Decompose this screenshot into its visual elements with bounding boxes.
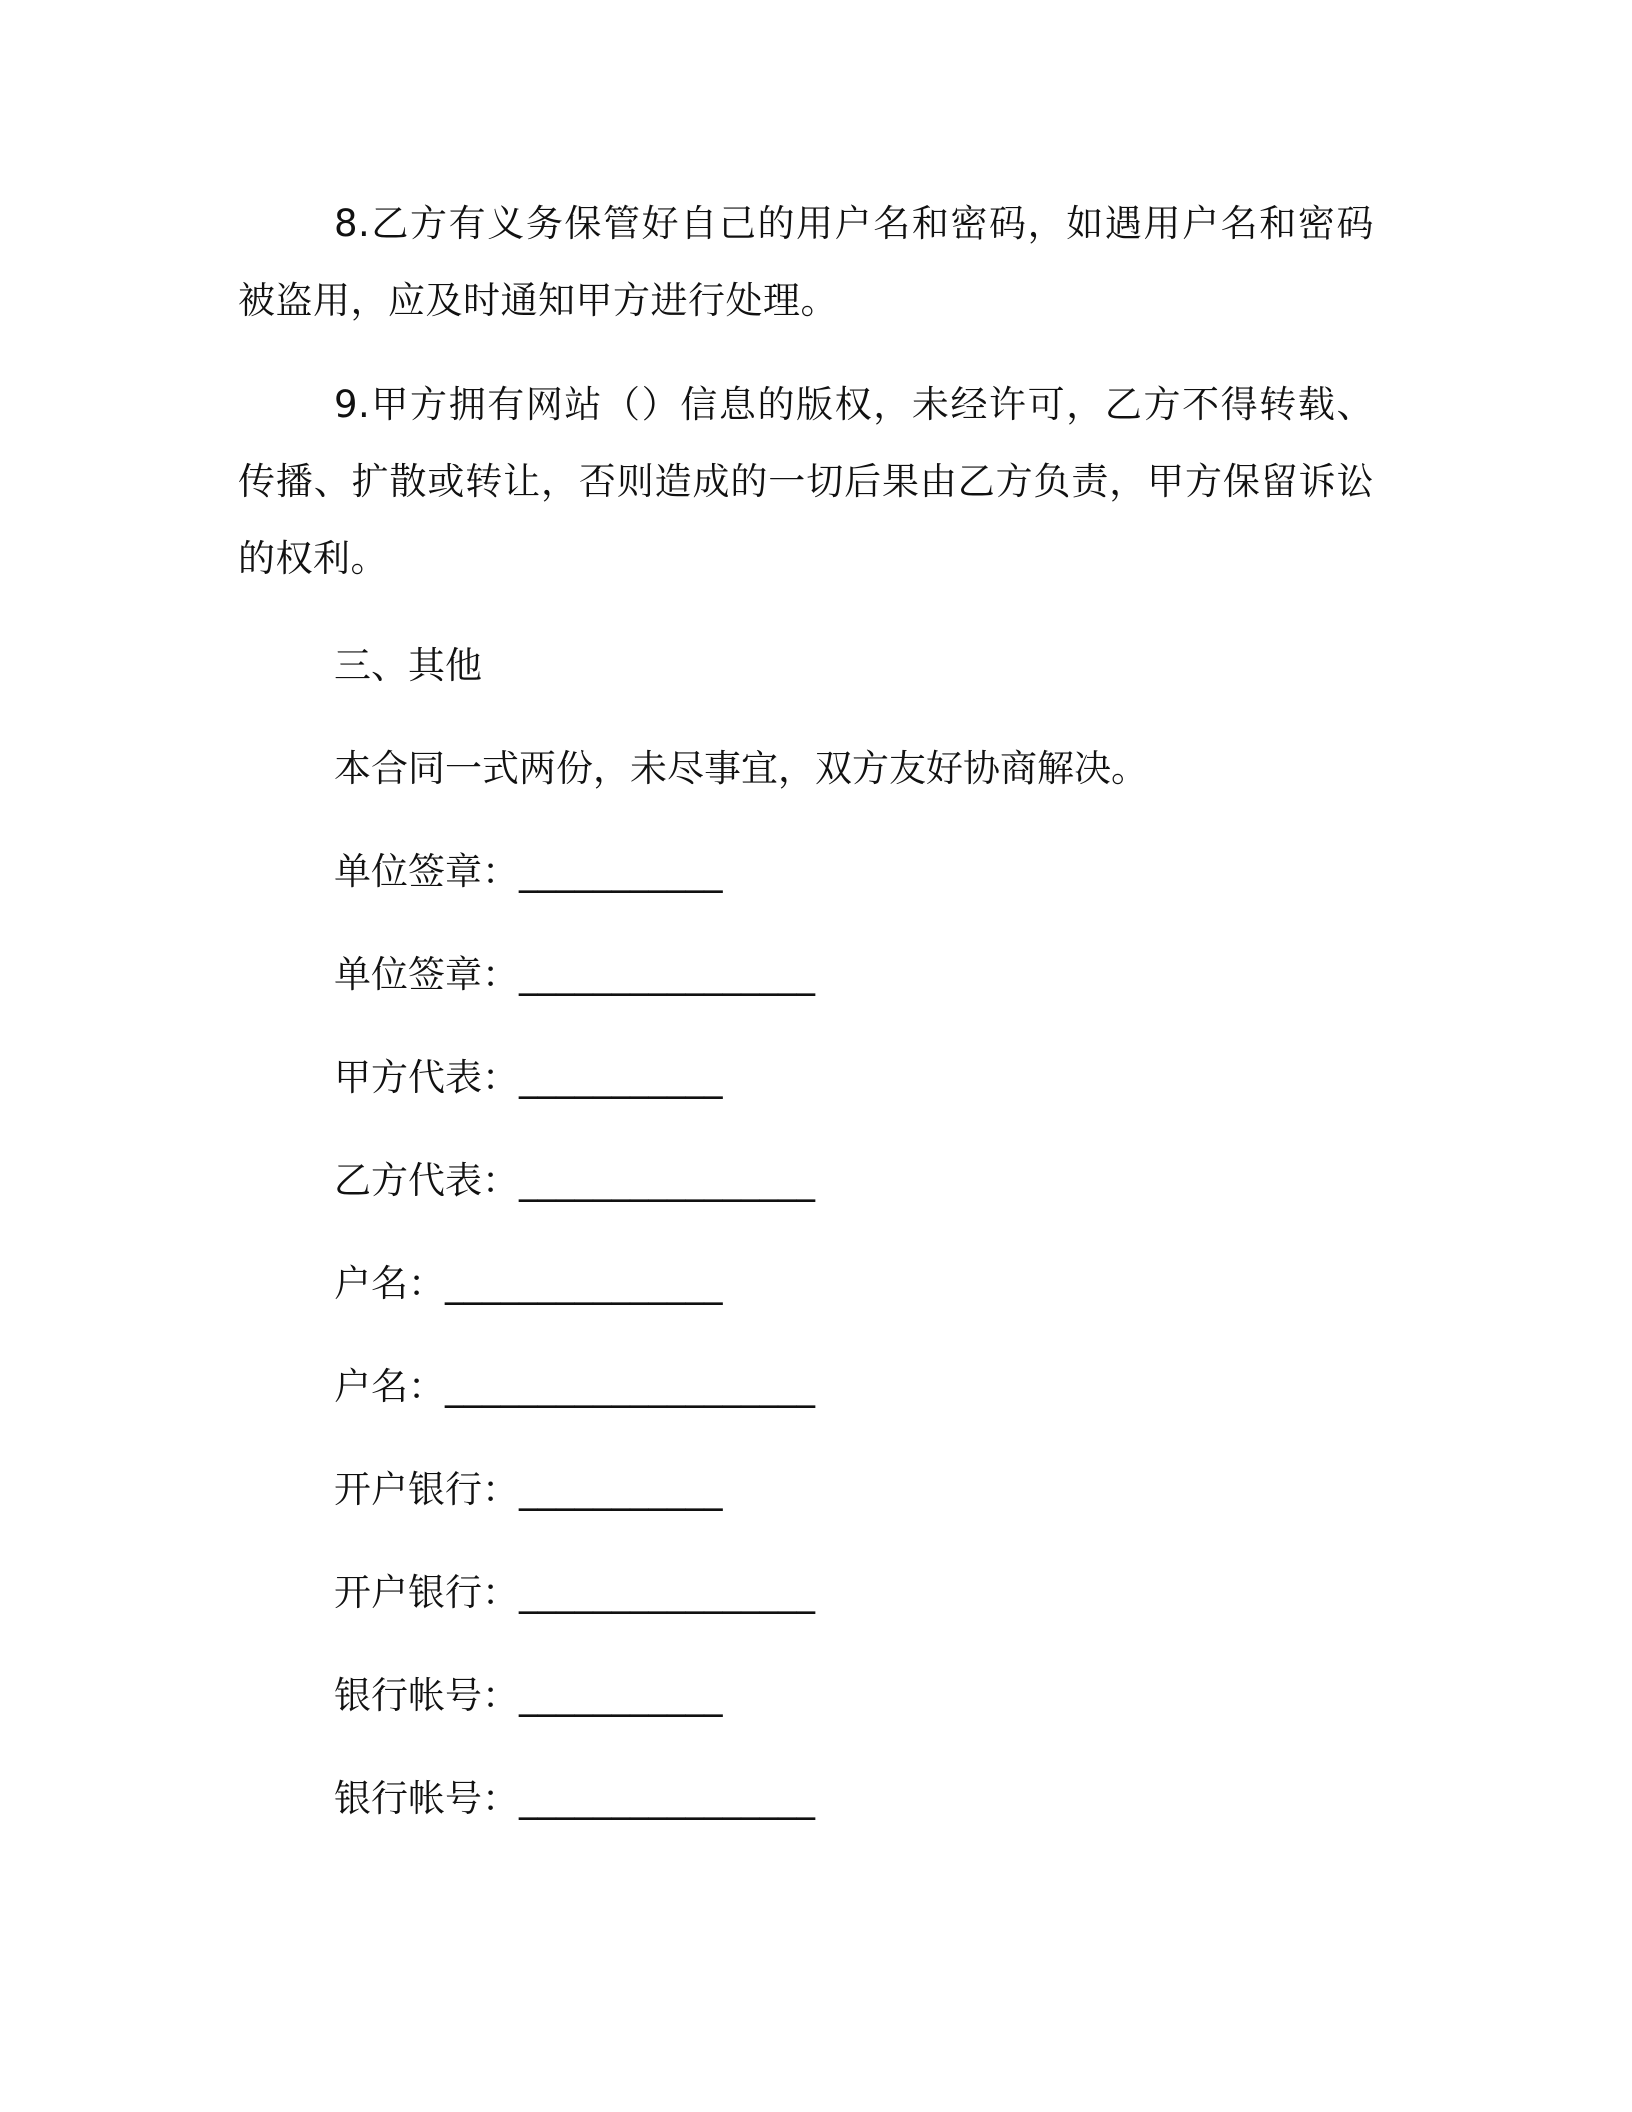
field-blank: ________________ [519, 1571, 815, 1614]
signature-field-account-number-b [334, 1760, 1374, 1837]
field-label: 单位签章： [334, 953, 519, 996]
field-label: 开户银行： [334, 1468, 519, 1511]
signature-field-bank-a [334, 1451, 1374, 1528]
field-blank: ________________ [519, 1159, 815, 1202]
section-heading: 三、其他 [334, 644, 482, 687]
signature-field-unit-seal-a [334, 833, 1374, 910]
clause-9: 9.甲方拥有网站（）信息的版权，未经许可，乙方不得转载、传播、扩散或转让，否则造成的一切后果由乙方负责，甲方保留诉讼的权利。 [238, 383, 1374, 580]
signature-field-party-a-rep [334, 1039, 1374, 1116]
signature-field-party-b-rep [334, 1142, 1374, 1219]
field-blank: ____________________ [445, 1365, 815, 1408]
closing-statement: 本合同一式两份，未尽事宜，双方友好协商解决。 [334, 747, 1148, 790]
clause-8: 8.乙方有义务保管好自己的用户名和密码，如遇用户名和密码被盗用，应及时通知甲方进行处理。 [238, 202, 1374, 322]
field-blank: _______________ [445, 1262, 723, 1305]
field-label: 单位签章： [334, 850, 519, 893]
signature-field-account-number-a [334, 1657, 1374, 1734]
field-label: 甲方代表： [334, 1056, 519, 1099]
signature-field-account-name-b [334, 1348, 1374, 1425]
document-body [238, 185, 1374, 1863]
field-label: 户名： [334, 1262, 445, 1305]
field-blank: ________________ [519, 1777, 815, 1820]
field-label: 户名： [334, 1365, 445, 1408]
field-label: 银行帐号： [334, 1674, 519, 1717]
field-blank: ___________ [519, 1468, 723, 1511]
field-blank: ___________ [519, 1056, 723, 1099]
field-label: 开户银行： [334, 1571, 519, 1614]
field-label: 银行帐号： [334, 1777, 519, 1820]
field-blank: ________________ [519, 953, 815, 996]
field-label: 乙方代表： [334, 1159, 519, 1202]
signature-field-bank-b [334, 1554, 1374, 1631]
signature-field-unit-seal-b [334, 936, 1374, 1013]
signature-field-account-name-a [334, 1245, 1374, 1322]
field-blank: ___________ [519, 850, 723, 893]
field-blank: ___________ [519, 1674, 723, 1717]
